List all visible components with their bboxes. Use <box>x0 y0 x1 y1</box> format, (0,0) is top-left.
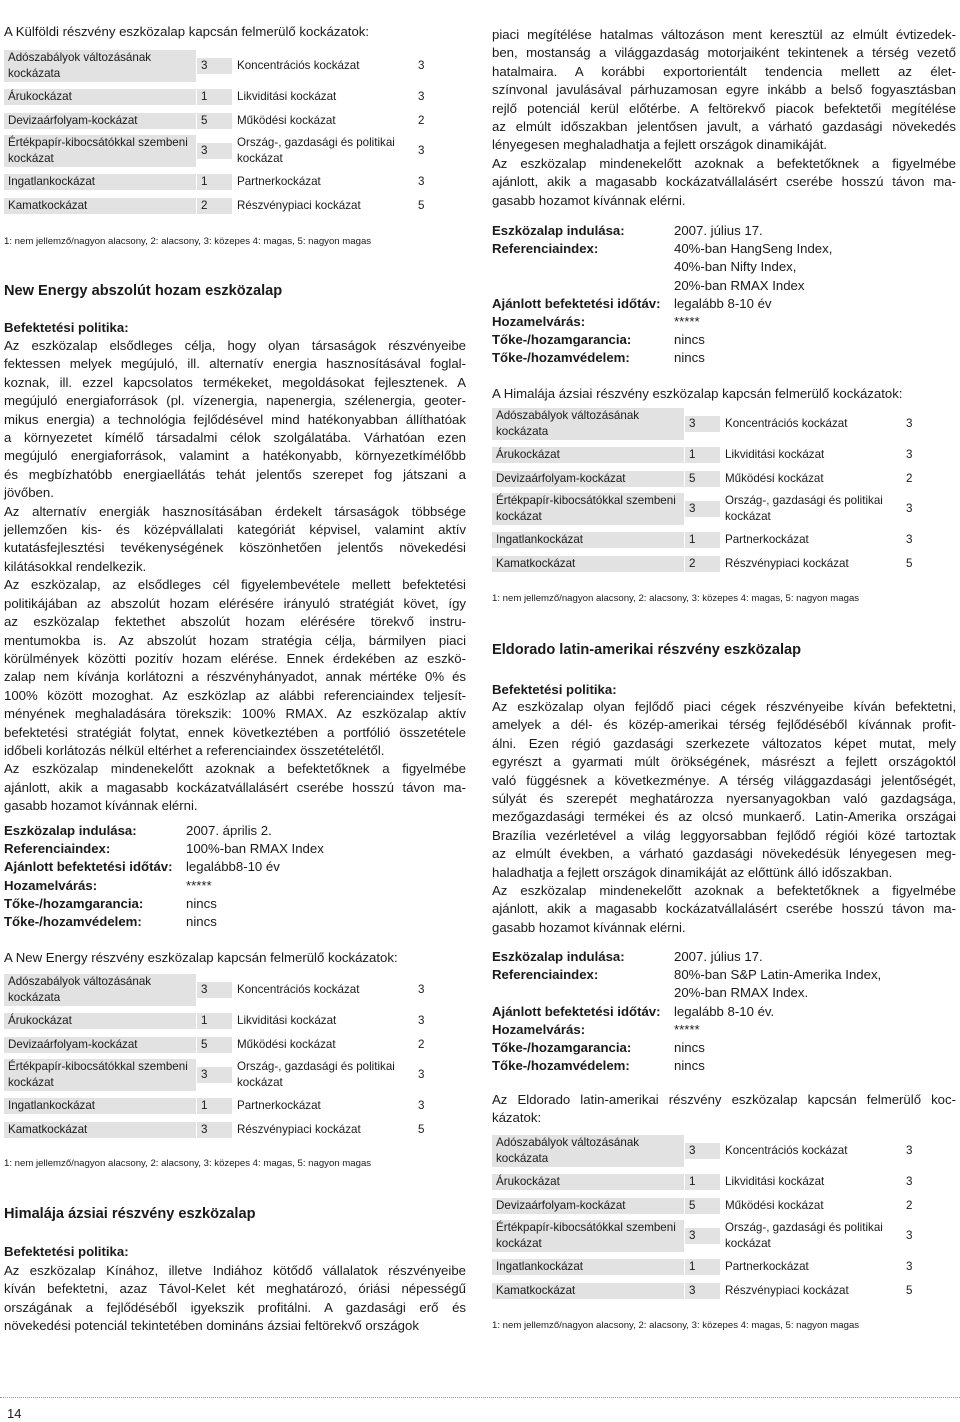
info-row <box>492 331 832 349</box>
info-label: Referenciaindex: <box>4 841 111 857</box>
info-label: Referenciaindex: <box>492 967 599 983</box>
risk-name: Likviditási kockázat <box>721 1174 902 1190</box>
risk-name: Működési kockázat <box>721 471 902 487</box>
risk-value: 3 <box>902 532 941 548</box>
risk-name: Működési kockázat <box>233 113 414 129</box>
footer-divider <box>0 1397 960 1398</box>
risk-name: Devizaárfolyam-kockázat <box>492 471 685 487</box>
policy-text-himalaja-cont <box>492 26 956 210</box>
risk-value: 5 <box>685 471 721 487</box>
text-line: gasabb hozamot kívánnak elérni. <box>492 919 686 935</box>
risk-name: Likviditási kockázat <box>233 1013 414 1029</box>
fund-title-himalaja: Himalája ázsiai részvény eszközalap <box>4 1206 256 1222</box>
risk-value: 3 <box>414 58 453 74</box>
risk-value: 3 <box>197 58 233 74</box>
text-line: politikájában az abszolút hozam elérésére irányuló stratégiát követ, így <box>4 595 466 611</box>
policy-label: Befektetési politika: <box>4 1244 129 1259</box>
info-row <box>492 313 832 331</box>
text-line: Az eszközalap mindenekelőtt azoknak a befektetőknek a figyelmébe <box>4 761 466 777</box>
text-line: Brazília vezérletével a világ leggyorsabban fejlődő régiói közé tartoztak <box>492 827 956 843</box>
info-row <box>492 948 881 966</box>
risk-name: Értékpapír-kibocsátókkal szembeni kockázat <box>4 1059 197 1091</box>
info-label: Tőke-/hozamvédelem: <box>4 914 142 930</box>
risk-table-eldorado <box>492 1133 941 1303</box>
table-row <box>492 1255 941 1279</box>
text-line: való függésnek a következménye. A térség világgazdasági jelentőségét, <box>492 772 956 788</box>
risk-table-kulfoldi <box>4 48 453 218</box>
text-line: mezőgazdasági termékei és az olcsó munkaerő. Latin-Amerika országai <box>492 809 956 825</box>
risk-name: Értékpapír-kibocsátókkal szembeni kockázat <box>4 135 197 167</box>
text-line: Az eszközalap mindenekelőtt azoknak a befektetőknek a figyelmébe <box>492 155 956 171</box>
risk-name: Devizaárfolyam-kockázat <box>4 113 197 129</box>
info-value: 40%-ban HangSeng Index, <box>674 241 833 257</box>
risk-value: 3 <box>902 447 941 463</box>
risk-name: Részvénypiaci kockázat <box>721 556 902 572</box>
info-value: 40%-ban Nifty Index, <box>674 259 797 275</box>
text-line: a környezetet kímélő társadalmi célok szolgálatába. Várhatóan ezen <box>4 430 466 446</box>
table-row <box>4 109 453 133</box>
info-label: Tőke-/hozamvédelem: <box>492 350 630 366</box>
risk-value: 5 <box>197 1037 233 1053</box>
risk-legend: 1: nem jellemző/nagyon alacsony, 2: alacsony, 3: közepes 4: magas, 5: nagyon magas <box>492 1320 860 1331</box>
risk-name: Adószabályok változásának kockázata <box>4 50 197 82</box>
risk-name: Ingatlankockázat <box>492 1259 685 1275</box>
risk-name: Árukockázat <box>492 1174 685 1190</box>
risk-value: 3 <box>685 1143 721 1159</box>
info-value: nincs <box>186 914 217 930</box>
risk-name: Kamatkockázat <box>492 1283 685 1299</box>
text-line: amelyek a dél- és közép-amerikai térség fejlődéséből kívánnak profit- <box>492 717 956 733</box>
info-row <box>4 858 324 876</box>
text-line: gasabb hozamot kívánnak elérni. <box>492 192 686 208</box>
risk-name: Ország-, gazdasági és politikai kockázat <box>721 1220 902 1252</box>
risk-legend: 1: nem jellemző/nagyon alacsony, 2: alacsony, 3: közepes 4: magas, 5: nagyon magas <box>4 1158 372 1169</box>
table-row <box>492 1170 941 1194</box>
text-line: mentumokba is. Az abszolút hozam stratégia célja, bármilyen piaci <box>4 632 466 648</box>
info-value: legalább 8-10 év <box>674 295 772 311</box>
info-value: ***** <box>186 877 212 893</box>
info-value: ***** <box>674 314 700 330</box>
text-line: rejlő potenciál kerül előtérbe. A feltörekvő piacok befektetői megítélése <box>492 100 956 116</box>
text-line: kázatok: <box>492 1110 542 1125</box>
text-line: ajánlott, akik a magasabb kockázatvállalásért cserébe hosszú távon ma- <box>492 901 956 917</box>
risk-value: 2 <box>414 1037 453 1053</box>
text-line: Az eszközalap elsődleges célja, hogy olyan társaságok részvényeibe <box>4 338 466 353</box>
risk-name: Ingatlankockázat <box>492 532 685 548</box>
info-row <box>492 222 832 240</box>
risk-name: Koncentrációs kockázat <box>721 1143 902 1159</box>
policy-text-new-energy <box>4 337 466 816</box>
text-line: gasabb hozamot kívánnak elérni. <box>4 798 198 814</box>
info-label: Hozamelvárás: <box>4 877 98 893</box>
info-value: nincs <box>674 350 705 366</box>
table-row <box>4 48 453 85</box>
info-row <box>4 822 324 840</box>
info-label: Hozamelvárás: <box>492 1021 586 1037</box>
risk-value: 3 <box>902 501 941 517</box>
info-label: Tőke-/hozamgarancia: <box>4 895 144 911</box>
text-line: ajánlott, akik a magasabb kockázatvállalásért cserébe hosszú távon ma- <box>4 779 466 795</box>
info-value: nincs <box>186 895 217 911</box>
risk-name: Devizaárfolyam-kockázat <box>492 1198 685 1214</box>
info-value: 2007. július 17. <box>674 949 763 964</box>
info-label: Hozamelvárás: <box>492 314 586 330</box>
risk-value: 3 <box>685 501 721 517</box>
risk-value: 1 <box>197 174 233 190</box>
risk-name: Partnerkockázat <box>233 174 414 190</box>
info-label: Eszközalap indulása: <box>4 823 137 838</box>
info-value: legalább 8-10 év. <box>674 1003 775 1019</box>
info-value: 20%-ban RMAX Index. <box>674 985 809 1001</box>
info-label: Ajánlott befektetési időtáv: <box>492 1003 661 1019</box>
info-label <box>492 984 674 1002</box>
risk-value: 3 <box>685 416 721 432</box>
table-row <box>492 1279 941 1303</box>
table-row <box>492 467 941 491</box>
info-label: Eszközalap indulása: <box>492 949 625 964</box>
risk-value: 5 <box>197 113 233 129</box>
info-label: Referenciaindex: <box>492 241 599 257</box>
risk-name: Likviditási kockázat <box>721 447 902 463</box>
info-row <box>4 895 324 913</box>
policy-label: Befektetési politika: <box>492 682 617 697</box>
info-label <box>492 258 674 276</box>
info-row <box>4 877 324 895</box>
info-value: 80%-ban S&P Latin-Amerika Index, <box>674 967 882 983</box>
risk-name: Partnerkockázat <box>233 1098 414 1114</box>
text-line: hatalmaira. A korábbi exportorientált tendencia mellett az élet- <box>492 63 956 79</box>
info-value: 20%-ban RMAX Index <box>674 277 805 293</box>
risk-value: 2 <box>197 198 233 214</box>
risk-name: Ország-, gazdasági és politikai kockázat <box>233 135 414 167</box>
risk-legend: 1: nem jellemző/nagyon alacsony, 2: alacsony, 3: közepes 4: magas, 5: nagyon magas <box>492 593 860 604</box>
risk-name: Ország-, gazdasági és politikai kockázat <box>233 1059 414 1091</box>
text-line: koznak, ill. ezzel kapcsolatos termékeket, megoldásokat fejlesztenek. A <box>4 374 466 390</box>
risk-value: 3 <box>197 143 233 159</box>
text-line: Az eszközalap mindenekelőtt azoknak a befektetőknek a figyelmébe <box>492 883 956 899</box>
text-line: országának a fejlődéséből igyekszik profitálni. A gazdasági erő és <box>4 1299 466 1315</box>
info-row <box>4 913 324 931</box>
risk-value: 3 <box>414 143 453 159</box>
text-line: befektetési stratégiát folytat, ennek következtében a portfólió összetétele <box>4 724 466 740</box>
risk-name: Értékpapír-kibocsátókkal szembeni kockázat <box>492 1220 685 1252</box>
risk-value: 3 <box>414 1098 453 1114</box>
risk-table-himalaja <box>492 406 941 576</box>
risk-value: 3 <box>414 174 453 190</box>
risk-value: 1 <box>685 1259 721 1275</box>
text-line: jövőben. <box>4 485 54 501</box>
text-line: növekedési potenciál tekintetében domináns ázsiai feltörekvő országok <box>4 1318 419 1334</box>
table-row <box>492 528 941 552</box>
table-title-new-energy: A New Energy részvény eszközalap kapcsán felmerülő kockázatok: <box>4 950 398 965</box>
risk-value: 1 <box>685 532 721 548</box>
text-line: Az Eldorado latin-amerikai részvény eszközalap kapcsán felmerülő koc- <box>492 1092 956 1107</box>
risk-name: Árukockázat <box>4 1013 197 1029</box>
table-row <box>492 552 941 576</box>
table-row <box>4 194 453 218</box>
risk-name: Likviditási kockázat <box>233 89 414 105</box>
info-row <box>492 258 832 276</box>
policy-label: Befektetési politika: <box>4 320 129 335</box>
text-line: az elmúlt években, a várható gazdasági növekedésük lényegesen meg- <box>492 846 956 862</box>
risk-legend: 1: nem jellemző/nagyon alacsony, 2: alacsony, 3: közepes 4: magas, 5: nagyon magas <box>4 236 372 247</box>
text-line: 100% között mozoghat. Az eszközlap az alábbi referenciaindex teljesít- <box>4 687 466 703</box>
text-line: Az eszközalap Kínához, illetve Indiához kötődő vállalatok részvényeibe <box>4 1263 466 1278</box>
table-row <box>4 170 453 194</box>
info-row <box>492 1057 881 1075</box>
risk-value: 1 <box>197 89 233 105</box>
risk-value: 3 <box>414 89 453 105</box>
risk-name: Koncentrációs kockázat <box>233 982 414 998</box>
risk-name: Partnerkockázat <box>721 532 902 548</box>
risk-name: Devizaárfolyam-kockázat <box>4 1037 197 1053</box>
policy-text-himalaja <box>4 1262 466 1336</box>
risk-name: Koncentrációs kockázat <box>233 58 414 74</box>
risk-value: 3 <box>902 1174 941 1190</box>
text-line: az eszközalap fektethet abszolút hozam elérésére törekvő instru- <box>4 614 466 630</box>
fund-info-himalaja <box>492 222 832 368</box>
info-label: Ajánlott befektetési időtáv: <box>4 859 173 875</box>
text-line: kilátásokkal rendelkezik. <box>4 558 147 574</box>
risk-value: 3 <box>685 1283 721 1299</box>
text-line: megújuló energiaforrások (pl. vízenergia, napenergia, szélenergia, geoter- <box>4 393 466 409</box>
info-label <box>492 277 674 295</box>
table-title-himalaja: A Himalája ázsiai részvény eszközalap kapcsán felmerülő kockázatok: <box>492 386 903 401</box>
info-value: ***** <box>674 1021 700 1037</box>
info-row <box>492 1003 881 1021</box>
text-line: ajánlott, akik a magasabb kockázatvállalásért cserébe hosszú távon ma- <box>492 174 956 190</box>
info-label: Eszközalap indulása: <box>492 223 625 238</box>
text-line: ben, mostanság a világgazdaság motorjaiként tekintenek a térség vezető <box>492 45 956 61</box>
risk-value: 2 <box>902 1198 941 1214</box>
risk-value: 2 <box>414 113 453 129</box>
info-row <box>492 277 832 295</box>
table-row <box>4 1057 453 1094</box>
risk-value: 3 <box>902 1143 941 1159</box>
table-row <box>492 1133 941 1170</box>
text-line: haladhatja a fejlett országok dinamikáját az előttünk álló időszakban. <box>492 864 893 880</box>
risk-value: 1 <box>197 1098 233 1114</box>
info-value: legalább8-10 év <box>186 859 280 875</box>
risk-value: 3 <box>197 982 233 998</box>
fund-info-new-energy <box>4 822 324 931</box>
info-value: nincs <box>674 1040 705 1056</box>
info-value: 2007. július 17. <box>674 223 763 238</box>
text-line: színvonal javulásával párhuzamosan egyre inkább a belső fogyasztásban <box>492 82 956 98</box>
table-row <box>4 1094 453 1118</box>
policy-text-eldorado <box>492 698 956 937</box>
risk-value: 2 <box>902 471 941 487</box>
table-row <box>4 1009 453 1033</box>
info-label: Tőke-/hozamvédelem: <box>492 1058 630 1074</box>
risk-name: Kamatkockázat <box>492 556 685 572</box>
fund-title-eldorado: Eldorado latin-amerikai részvény eszközalap <box>492 642 802 658</box>
risk-value: 3 <box>902 1228 941 1244</box>
info-value: 100%-ban RMAX Index <box>186 841 324 857</box>
risk-value: 3 <box>197 1122 233 1138</box>
text-line: az elmúlt időszakban jelentősen javult, a várható gazdasági növekedés <box>492 119 956 135</box>
risk-value: 3 <box>902 1259 941 1275</box>
table-row <box>492 1194 941 1218</box>
table-row <box>4 133 453 170</box>
risk-name: Ingatlankockázat <box>4 1098 197 1114</box>
text-line: piaci megítélése hatalmas változáson ment keresztül az elmúlt évtizedek- <box>492 27 956 42</box>
info-row <box>492 966 881 984</box>
info-row <box>4 840 324 858</box>
table-row <box>492 443 941 467</box>
risk-value: 1 <box>685 447 721 463</box>
risk-value: 5 <box>902 1283 941 1299</box>
risk-name: Adószabályok változásának kockázata <box>492 1135 685 1167</box>
table-row <box>4 972 453 1009</box>
risk-name: Koncentrációs kockázat <box>721 416 902 432</box>
risk-name: Árukockázat <box>492 447 685 463</box>
info-row <box>492 1039 881 1057</box>
fund-title-new-energy: New Energy abszolút hozam eszközalap <box>4 283 283 299</box>
risk-value: 3 <box>414 1067 453 1083</box>
text-line: körülmények közötti pozitív hozam elérése. Ennek érdekében az eszkö- <box>4 650 466 666</box>
info-value: nincs <box>674 1058 705 1074</box>
risk-table-new-energy <box>4 972 453 1142</box>
risk-value: 1 <box>197 1013 233 1029</box>
table-title-eldorado <box>492 1091 956 1127</box>
risk-name: Partnerkockázat <box>721 1259 902 1275</box>
text-line: ményének meghaladására törekszik: 100% RMAX. Az eszközalap aktív <box>4 706 466 722</box>
table-title-kulfoldi: A Külföldi részvény eszközalap kapcsán felmerülő kockázatok: <box>4 24 370 39</box>
text-line: Az alternatív energiák hasznosításában érdekelt társaságok többsége <box>4 503 466 519</box>
text-line: mikus energia) a technológia fejlődésével mind hatékonyabban állíthatóak <box>4 411 466 427</box>
text-line: kutatásfejlesztési tevékenységének köszönhetően jelentős növekedési <box>4 540 466 556</box>
risk-name: Részvénypiaci kockázat <box>233 1122 414 1138</box>
risk-value: 2 <box>685 556 721 572</box>
risk-value: 5 <box>414 198 453 214</box>
text-line: Az eszközalap olyan fejlődő piaci cégek részvényeibe kíván befektetni, <box>492 699 956 714</box>
info-row <box>492 984 881 1002</box>
table-row <box>492 1218 941 1255</box>
risk-value: 1 <box>685 1174 721 1190</box>
risk-name: Ingatlankockázat <box>4 174 197 190</box>
info-value: 2007. április 2. <box>186 823 272 838</box>
risk-value: 3 <box>414 982 453 998</box>
text-line: súlyát és szerepét meghatározza nyersanyagokban való gazdagsága, <box>492 791 956 807</box>
risk-value: 3 <box>902 416 941 432</box>
risk-value: 3 <box>414 1013 453 1029</box>
risk-name: Értékpapír-kibocsátókkal szembeni kockázat <box>492 493 685 525</box>
risk-name: Működési kockázat <box>721 1198 902 1214</box>
risk-value: 5 <box>685 1198 721 1214</box>
table-row <box>4 1118 453 1142</box>
text-line: egyrészt a gyarmati múlt örökségének, másrészt a fejlett országoktól <box>492 754 956 770</box>
info-row <box>492 1021 881 1039</box>
text-line: zalap nem kívánja korlátozni a részvényhányadot, annak mértéke 0% és <box>4 669 466 685</box>
table-row <box>492 491 941 528</box>
text-line: kíván befektetni, azaz Távol-Kelet két meghatározó, óriási népességű <box>4 1281 466 1297</box>
risk-value: 3 <box>197 1067 233 1083</box>
info-value: nincs <box>674 332 705 348</box>
risk-name: Árukockázat <box>4 89 197 105</box>
info-label: Tőke-/hozamgarancia: <box>492 1040 632 1056</box>
info-label: Ajánlott befektetési időtáv: <box>492 295 661 311</box>
text-line: megújuló energiaforrások, valamint a hatékonyabb, környezetkímélőbb <box>4 448 466 464</box>
info-row <box>492 349 832 367</box>
risk-value: 5 <box>414 1122 453 1138</box>
risk-name: Részvénypiaci kockázat <box>721 1283 902 1299</box>
text-line: és megbízhatóbb energiaellátás tehát jelentős szerepet fog játszani a <box>4 466 466 482</box>
risk-name: Adószabályok változásának kockázata <box>4 974 197 1006</box>
info-row <box>492 295 832 313</box>
text-line: jellemzően kis- és középvállalati kategóriát képvisel, valamint aktív <box>4 522 466 538</box>
table-row <box>4 85 453 109</box>
text-line: álni. Ezen régió gazdasági szerkezete változatos képet mutat, mely <box>492 735 956 751</box>
risk-name: Kamatkockázat <box>4 1122 197 1138</box>
page-number: 14 <box>7 1406 22 1421</box>
risk-name: Adószabályok változásának kockázata <box>492 408 685 440</box>
risk-name: Részvénypiaci kockázat <box>233 198 414 214</box>
fund-info-eldorado <box>492 948 881 1075</box>
text-line: időbeli korlátozás nélkül eltérhet a referenciaindex összetételétől. <box>4 742 385 758</box>
risk-name: Ország-, gazdasági és politikai kockázat <box>721 493 902 525</box>
info-label: Tőke-/hozamgarancia: <box>492 332 632 348</box>
text-line: Az eszközalap, az elsődleges cél figyelembevétele mellett befektetési <box>4 577 466 593</box>
text-line: fektessen melyek megújuló, ill. alternatív energia hasznosításával foglal- <box>4 356 466 372</box>
risk-name: Kamatkockázat <box>4 198 197 214</box>
table-row <box>4 1033 453 1057</box>
risk-value: 3 <box>685 1228 721 1244</box>
risk-name: Működési kockázat <box>233 1037 414 1053</box>
info-row <box>492 240 832 258</box>
risk-value: 5 <box>902 556 941 572</box>
text-line: lényegesen meghaladhatja a fejlett országok dinamikáját. <box>492 137 828 153</box>
table-row <box>492 406 941 443</box>
